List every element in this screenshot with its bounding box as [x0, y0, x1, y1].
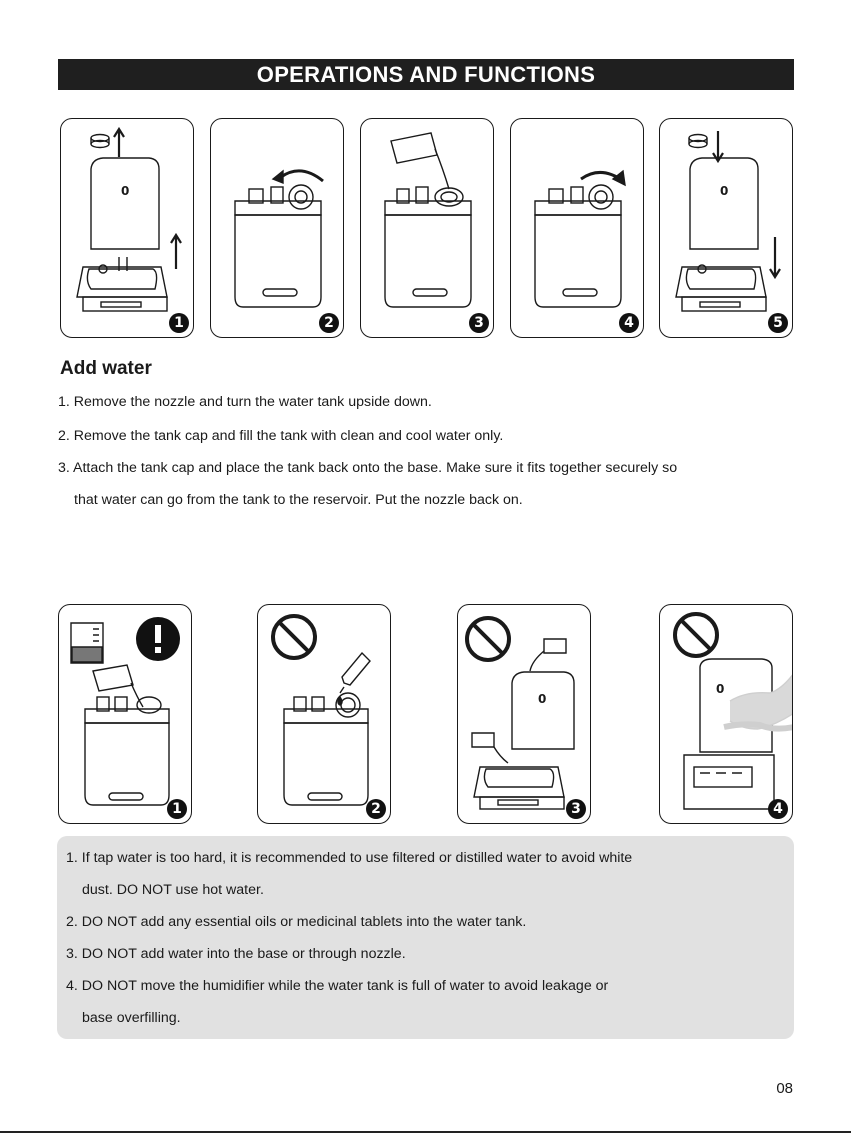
step-badge: 3 [469, 313, 489, 333]
note-line: base overfilling. [82, 1010, 181, 1026]
step-badge: 4 [619, 313, 639, 333]
note-line: 3. DO NOT add water into the base or through nozzle. [66, 946, 406, 962]
warning-illustration-3 [457, 604, 591, 824]
svg-text:0: 0 [716, 682, 725, 696]
step-line: 1. Remove the nozzle and turn the water tank upside down. [58, 394, 432, 410]
warning-illustration-4 [659, 604, 793, 824]
step-line: that water can go from the tank to the reservoir. Put the nozzle back on. [74, 492, 523, 508]
page-number: 08 [776, 1080, 793, 1097]
svg-text:0: 0 [538, 692, 547, 706]
warning-illustration-1 [58, 604, 192, 824]
step-illustration-4 [510, 118, 644, 338]
warning-badge: 3 [566, 799, 586, 819]
step-line: 3. Attach the tank cap and place the tank back onto the base. Make sure it fits together securely so [58, 460, 678, 476]
step-badge: 2 [319, 313, 339, 333]
step-line: 2. Remove the tank cap and fill the tank with clean and cool water only. [58, 428, 504, 444]
svg-text:0: 0 [720, 184, 729, 198]
section-header: OPERATIONS AND FUNCTIONS [58, 59, 794, 90]
add-water-title: Add water [60, 358, 152, 379]
warning-badge: 2 [366, 799, 386, 819]
note-line: 2. DO NOT add any essential oils or medicinal tablets into the water tank. [66, 914, 527, 930]
warning-badge: 1 [167, 799, 187, 819]
step-badge: 1 [169, 313, 189, 333]
warning-badge: 4 [768, 799, 788, 819]
note-line: 1. If tap water is too hard, it is recommended to use filtered or distilled water to avoid white [66, 850, 633, 866]
bottom-divider [0, 1131, 851, 1133]
step-illustration-2 [210, 118, 344, 338]
warning-illustration-2 [257, 604, 391, 824]
step-illustration-5 [659, 118, 793, 338]
svg-text:0: 0 [121, 184, 130, 198]
step-illustration-3 [360, 118, 494, 338]
step-badge: 5 [768, 313, 788, 333]
note-line: dust. DO NOT use hot water. [82, 882, 264, 898]
step-illustration-1 [60, 118, 194, 338]
note-line: 4. DO NOT move the humidifier while the water tank is full of water to avoid leakage or [66, 978, 609, 994]
